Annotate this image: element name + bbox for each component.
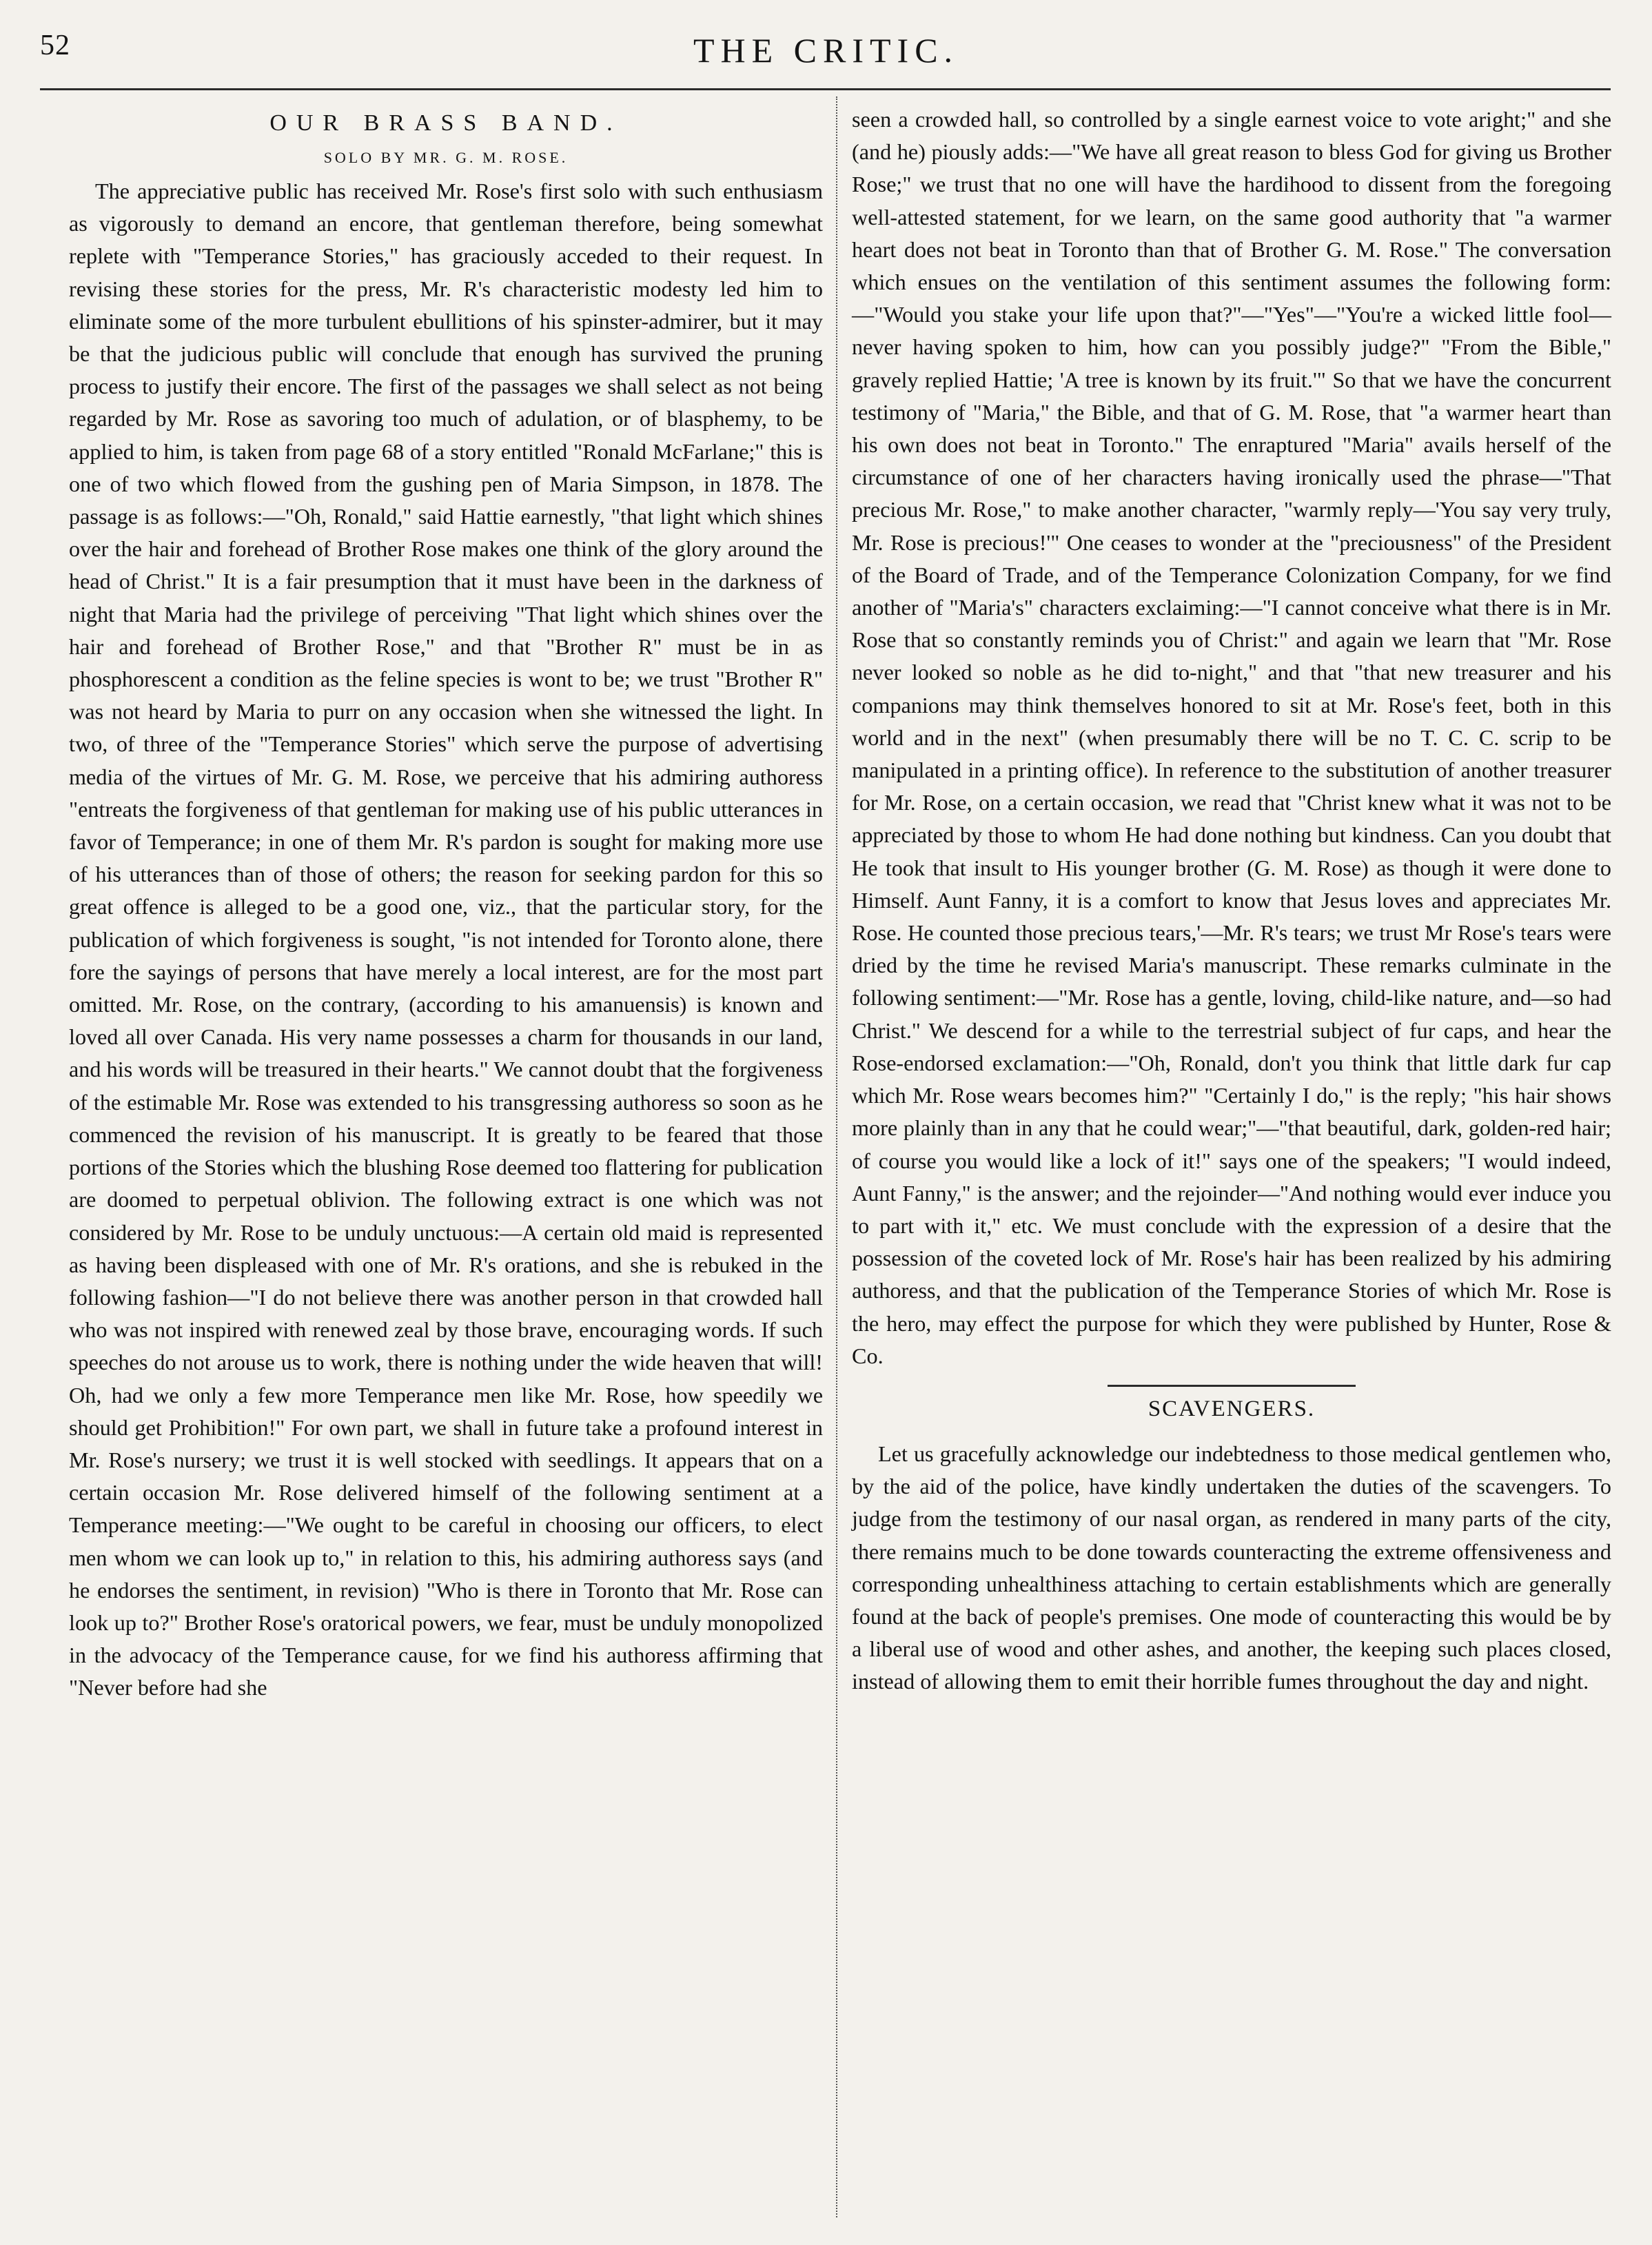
section-rule [1108,1385,1356,1387]
article-body-left: The appreciative public has received Mr. Rose's first solo with such enthusiasm as vigorously to demand an encore, that gentleman therefore, being somewhat replete with "Temperance Stories," has graciously acceded to their request. In revising these stories for the press, Mr. R's characteristic modesty led him to eliminate some of the more turbulent ebullitions of his spinster-admirer, but it may be that the judicious public will conclude that enough has survived the pruning process to justify their encore. The first of the passages we shall select as not being regarded by Mr. Rose as savoring too much of adulation, or of blasphemy, to be applied to him, is taken from page 68 of a story entitled "Ronald McFarlane;" this is one of two which flowed from the gushing pen of Maria Simpson, in 1878. The passage is as follows:—"Oh, Ronald," said Hattie earnestly, "that light which shines over the hair and forehead of Brother Rose makes one think of the glory around the head of Christ." It is a fair presumption that it must have been in the darkness of night that Maria had the privilege of perceiving "That light which shines over the hair and forehead of Brother Rose," and that "Brother R" must be in as phosphorescent a condition as the feline species is wont to be; we trust "Brother R" was not heard by Maria to purr on any occasion when she witnessed the light. In two, of three of the "Temperance Stories" which serve the purpose of advertising media of the virtues of Mr. G. M. Rose, we perceive that his admiring authoress "entreats the forgiveness of that gentleman for making use of his public utterances in favor of Temperance; in one of them Mr. R's pardon is sought for making more use of his utterances than of those of others; the reason for seeking pardon for this so great offence is alleged to be a good one, viz., that the particular story, for the publication of which forgiveness is sought, "is not intended for Toronto alone, there fore the sayings of persons that have merely a local interest, are for the most part omitted. Mr. Rose, on the contrary, (according to his amanuensis) is known and loved all over Canada. His very name possesses a charm for thousands in our land, and his words will be treasured in their hearts." We cannot doubt that the forgiveness of the estimable Mr. Rose was extended to his transgressing authoress so soon as he commenced the revision of his manuscript. It is greatly to be feared that those portions of the Stories which the blushing Rose deemed too flattering for publication are doomed to perpetual oblivion. The following extract is one which was not considered by Mr. Rose to be unduly unctuous:—A certain old maid is represented as having been displeased with one of Mr. R's orations, and she is rebuked in the following fashion—"I do not believe there was another person in that crowded hall who was not inspired with renewed zeal by those brave, encouraging words. If such speeches do not arouse us to work, there is nothing under the wide heaven that will! Oh, had we only a few more Temperance men like Mr. Rose, how speedily we should get Prohibition!" For own part, we shall in future take a profound interest in Mr. Rose's nursery; we trust it is well stocked with seedlings. It appears that on a certain occasion Mr. Rose delivered himself of the following sentiment at a Temperance meeting:—"We ought to be careful in choosing our officers, to elect men whom we can look up to," in relation to this, his admiring authoress says (and he endorses the sentiment, in revision) "Who is there in Toronto that Mr. Rose can look up to?" Brother Rose's oratorical powers, we fear, must be unduly monopolized in the advocacy of the Temperance cause, for we find his authoress affirming that "Never before had she [69,179,823,1700]
header-rule [40,88,1611,90]
section-body: Let us gracefully acknowledge our indebtedness to those medical gentlemen who, by the aid of the police, have kindly undertaken the duties of the scavengers. To judge from the testimony of our nasal organ, as rendered in many parts of the city, there remains much to be done towards counteracting the extreme offensiveness and corresponding unhealthiness attaching to certain establishments which are generally found at the back of people's premises. One mode of counteracting this would be by a liberal use of wood and other ashes, and another, the keeping such places closed, instead of allowing them to emit their horrible fumes throughout the day and night. [852,1441,1611,1694]
right-column [852,103,1611,1698]
article-body-right: seen a crowded hall, so controlled by a single earnest voice to vote aright;" and she (and he) piously adds:—"We have all great reason to bless God for giving us Brother Rose;" we trust that no one will have the hardihood to dissent from the foregoing well-attested statement, for we learn, on the same good authority that "a warmer heart does not beat in Toronto than that of Brother G. M. Rose." The conversation which ensues on the ventilation of this sentiment assumes the following form:—"Would you stake your life upon that?"—"Yes"—"You're a wicked little fool—never having spoken to him, how can you possibly judge?" "From the Bible," gravely replied Hattie; 'A tree is known by its fruit.'" So that we have the concurrent testimony of "Maria," the Bible, and that of G. M. Rose, that "a warmer heart than his own does not beat in Toronto." The enraptured "Maria" avails herself of the circumstance of one of her characters having ironically used the phrase—"That precious Mr. Rose," to make another character, "warmly reply—'You say very truly, Mr. Rose is precious!'" One ceases to wonder at the "preciousness" of the President of the Board of Trade, and of the Temperance Colonization Company, for we find another of "Maria's" characters exclaiming:—"I cannot conceive what there is in Mr. Rose that so constantly reminds you of Christ:" and again we learn that "Mr. Rose never looked so noble as he did to-night," and that "that new treasurer and his companions may think themselves honored to sit at Mr. Rose's feet, both in this world and in the next" (when presumably there will be no T. C. C. scrip to be manipulated in a printing office). In reference to the substitution of another treasurer for Mr. Rose, on a certain occasion, we read that "Christ knew what it was not to be appreciated by those to whom He had done nothing but kindness. Can you doubt that He took that insult to His younger brother (G. M. Rose) as though it were done to Himself. Aunt Fanny, it is a comfort to know that Jesus loves and appreciates Mr. Rose. He counted those precious tears,'—Mr. R's tears; we trust Mr Rose's tears were dried by the time he revised Maria's manuscript. These remarks culminate in the following sentiment:—"Mr. Rose has a gentle, loving, child-like nature, and—so had Christ." We descend for a while to the terrestrial subject of fur caps, and hear the Rose-endorsed exclamation:—"Oh, Ronald, don't you think that little dark fur cap which Mr. Rose wears becomes him?" "Certainly I do," is the reply; "his hair shows more plainly than in any that he could wear;"—"that beautiful, dark, golden-red hair; of course you would like a lock of it!" says one of the speakers; "I would indeed, Aunt Fanny," is the answer; and the rejoinder—"And nothing would ever induce you to part with it," etc. We must conclude with the expression of a desire that the possession of the coveted lock of Mr. Rose's hair has been realized by his admiring authoress, and that the publication of the Temperance Stories of which Mr. Rose is the hero, may effect the purpose for which they were published by Hunter, Rose & Co. [852,107,1611,1368]
article-title: OUR BRASS BAND. [269,110,622,136]
page-number: 52 [40,30,70,61]
section-title: SCAVENGERS. [1148,1396,1316,1421]
article-subtitle: SOLO BY MR. G. M. ROSE. [323,149,569,166]
column-divider [836,96,837,2217]
masthead-title: THE CRITIC. [693,31,959,70]
left-column [69,103,823,1705]
